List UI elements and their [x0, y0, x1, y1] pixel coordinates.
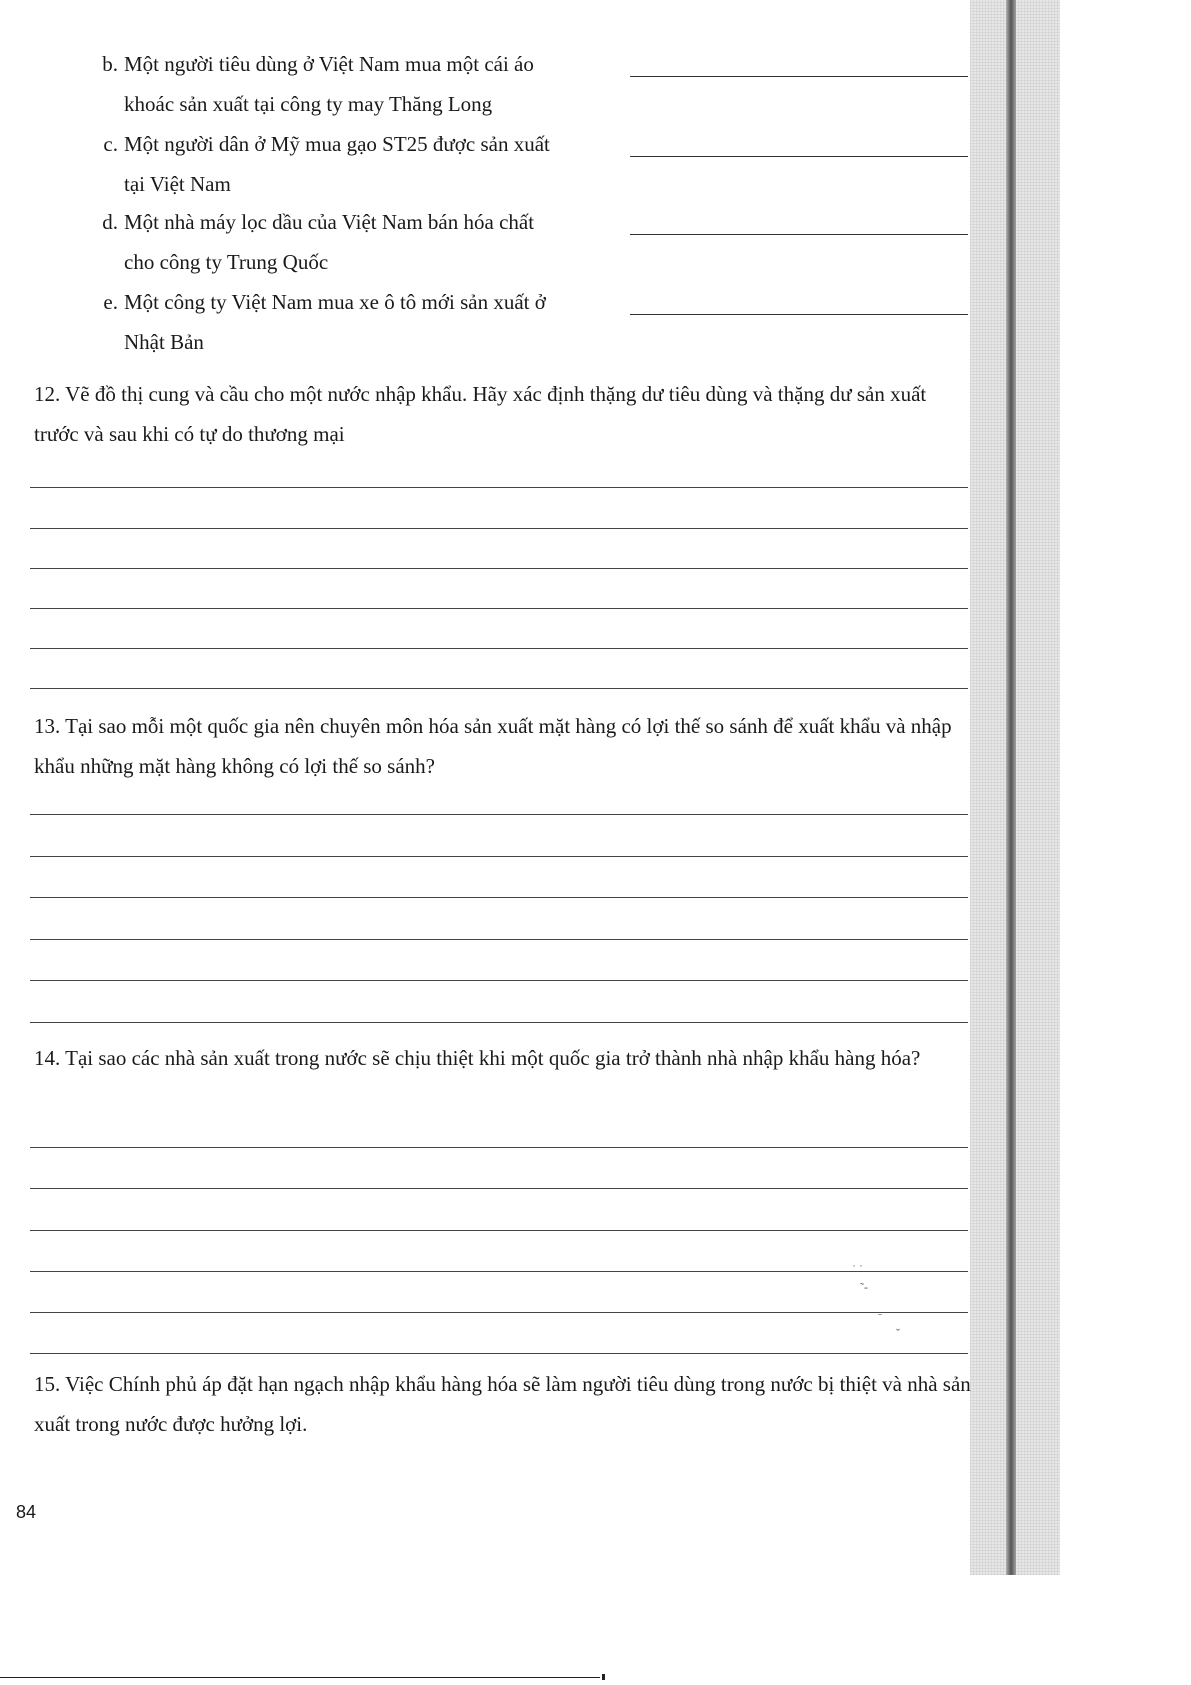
footer-rule: [0, 1677, 600, 1678]
answer-line[interactable]: [30, 648, 968, 649]
answer-line[interactable]: [30, 1147, 968, 1148]
answer-line[interactable]: [30, 528, 968, 529]
item-letter: d.: [102, 210, 118, 234]
item-text-line2: khoác sản xuất tại công ty may Thăng Long: [124, 92, 493, 116]
item-text-line1: Một công ty Việt Nam mua xe ô tô mới sản xuất ở: [124, 290, 546, 314]
answer-line[interactable]: [30, 1271, 968, 1272]
item-answer-line[interactable]: [630, 156, 968, 157]
item-letter: b.: [102, 52, 118, 76]
binding-spine: [1006, 0, 1016, 1575]
item-text-line2: tại Việt Nam: [124, 172, 231, 196]
item-text-line1: Một nhà máy lọc dầu của Việt Nam bán hóa chất: [124, 210, 535, 234]
question-15: 15. Việc Chính phủ áp đặt hạn ngạch nhập khẩu hàng hóa sẽ làm người tiêu dùng trong nước bị thiệt và nhà sản xuất trong nước được hưởng lợi.: [34, 1372, 971, 1436]
item-text-line1: Một người tiêu dùng ở Việt Nam mua một cái áo: [124, 52, 534, 76]
pencil-mark: ˇ: [896, 1326, 900, 1340]
answer-line[interactable]: [30, 814, 968, 815]
answer-line[interactable]: [30, 1312, 968, 1313]
pencil-mark: ˍ: [878, 1302, 882, 1316]
answer-line[interactable]: [30, 856, 968, 857]
page-binding-shadow: [970, 0, 1060, 1575]
question-12: 12. Vẽ đồ thị cung và cầu cho một nước nhập khẩu. Hãy xác định thặng dư tiêu dùng và thặng dư sản xuất trước và sau khi có tự do thương mại: [34, 382, 927, 446]
answer-line[interactable]: [30, 688, 968, 689]
answer-line[interactable]: [30, 568, 968, 569]
item-letter: e.: [103, 290, 118, 314]
item-text-line2: cho công ty Trung Quốc: [124, 250, 329, 274]
answer-line[interactable]: [30, 939, 968, 940]
pencil-mark: ˜-: [860, 1280, 868, 1294]
answer-line[interactable]: [30, 980, 968, 981]
question-14: 14. Tại sao các nhà sản xuất trong nước sẽ chịu thiệt khi một quốc gia trở thành nhà nhập khẩu hàng hóa?: [34, 1046, 921, 1070]
item-answer-line[interactable]: [630, 234, 968, 235]
answer-line[interactable]: [30, 1022, 968, 1023]
answer-line[interactable]: [30, 1230, 968, 1231]
footer-tick: [602, 1674, 605, 1680]
page-number: 84: [16, 1502, 37, 1522]
pencil-mark: ˙ ˙: [852, 1262, 863, 1276]
item-text-line2: Nhật Bản: [124, 330, 204, 354]
answer-line[interactable]: [30, 1188, 968, 1189]
answer-line[interactable]: [30, 608, 968, 609]
item-letter: c.: [103, 132, 118, 156]
item-text-line1: Một người dân ở Mỹ mua gạo ST25 được sản xuất: [124, 132, 550, 156]
item-answer-line[interactable]: [630, 314, 968, 315]
item-answer-line[interactable]: [630, 76, 968, 77]
answer-line[interactable]: [30, 1353, 968, 1354]
answer-line[interactable]: [30, 487, 968, 488]
question-13: 13. Tại sao mỗi một quốc gia nên chuyên môn hóa sản xuất mặt hàng có lợi thế so sánh để xuất khẩu và nhập khẩu những mặt hàng không có lợi thế so sánh?: [34, 714, 952, 778]
answer-line[interactable]: [30, 897, 968, 898]
